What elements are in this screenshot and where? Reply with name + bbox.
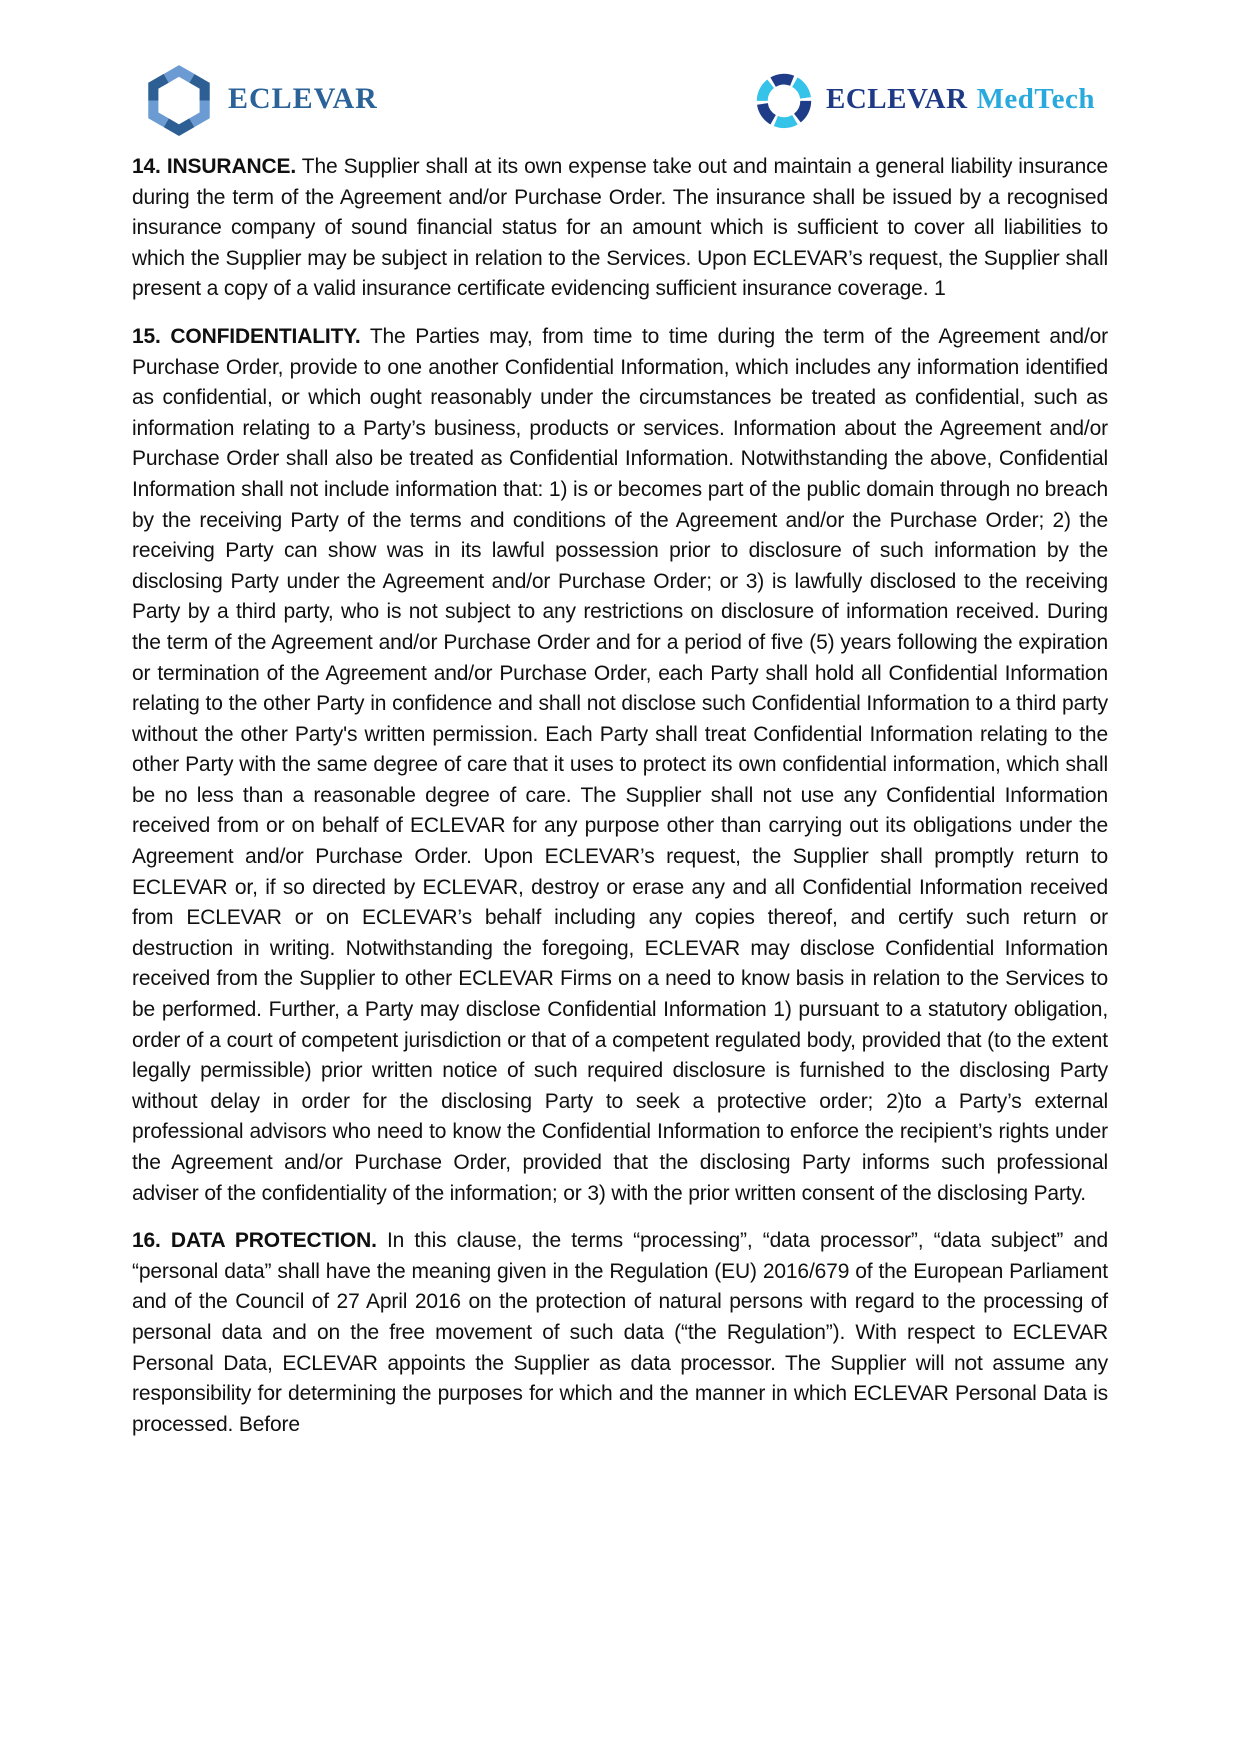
page-header — [138, 60, 1095, 138]
eclevar-medtech-knot-icon — [752, 67, 816, 131]
section-confidentiality — [132, 322, 1108, 1209]
medtech-wordmark-suffix: MedTech — [976, 82, 1095, 115]
eclevar-medtech-logo — [752, 67, 1095, 131]
section-insurance-text: The Supplier shall at its own expense take out and maintain a general liability insurance during the term of the Agreement and/or Purchase Order. The insurance shall be issued by a recognised insurance company of sound financial status for an amount which is sufficient to cover all liabilities to which the Supplier may be subject in relation to the Services. Upon ECLEVAR’s request, the Supplier shall present a copy of a valid insurance certificate evidencing sufficient insurance coverage. 1 — [132, 155, 1108, 301]
section-confidentiality-heading: 15. CONFIDENTIALITY. — [132, 324, 361, 348]
eclevar-hexagon-icon — [138, 60, 220, 138]
section-insurance-heading: 14. INSURANCE. — [132, 155, 297, 178]
section-confidentiality-text: The Parties may, from time to time during the term of the Agreement and/or Purchase Order, provide to one another Confidential Information, which includes any information identified as confidential, or which ought reasonably under the circumstances be treated as confidential, such as information relating to a Party’s business, products or services. Information about the Agreement and/or Purchase Order shall also be treated as Confidential Information. Notwithstanding the above, Confidential Information shall not include information that: 1) is or becomes part of the public domain through no breach by the receiving Party of the terms and conditions of the Agreement and/or the Purchase Order; 2) the receiving Party can show was in its lawful possession prior to disclosure of such information by the disclosing Party under the Agreement and/or Purchase Order; or 3) is lawfully disclosed to the receiving Party by a third party, who is not subject to any restrictions on disclosure of information received. During the term of the Agreement and/or Purchase Order and for a period of five (5) years following the expiration or termination of the Agreement and/or Purchase Order, each Party shall hold all Confidential Information relating to the other Party in confidence and shall not disclose such Confidential Information to a third party without the other Party's written permission. Each Party shall treat Confidential Information relating to the other Party with the same degree of care that it uses to protect its own confidential information, which shall be no less than a reasonable degree of care. The Supplier shall not use any Confidential Information received from or on behalf of ECLEVAR for any purpose other than carrying out its obligations under the Agreement and/or Purchase Order. Upon ECLEVAR’s request, the Supplier shall promptly return to ECLEVAR or, if so directed by ECLEVAR, destroy or erase any and all Confidential Information received from ECLEVAR or on ECLEVAR’s behalf including any copies thereof, and certify such return or destruction in writing. Notwithstanding the foregoing, ECLEVAR may disclose Confidential Information received from the Supplier to other ECLEVAR Firms on a need to know basis in relation to the Services to be performed. Further, a Party may disclose Confidential Information 1) pursuant to a statutory obligation, order of a court of competent jurisdiction or that of a competent regulated body, provided that (to the extent legally permissible) prior written notice of such required disclosure is furnished to the disclosing Party without delay in order for the disclosing Party to seek a protective order; 2)to a Party’s external professional advisors who need to know the Confidential Information to enforce the recipient’s rights under the Agreement and/or Purchase Order, provided that the disclosing Party informs such professional adviser of the confidentiality of the information; or 3) with the prior written consent of the disclosing Party. — [132, 324, 1109, 1205]
document-body — [132, 152, 1108, 1457]
section-data-protection-text: In this clause, the terms “processing”, “data processor”, “data subject” and “personal data” shall have the meaning given in the Regulation (EU) 2016/679 of the European Parliament and of the Council of 27 April 2016 on the protection of natural persons with regard to the processing of personal data and on the free movement of such data (“the Regulation”). With respect to ECLEVAR Personal Data, ECLEVAR appoints the Supplier as data processor. The Supplier will not assume any responsibility for determining the purposes for which and the manner in which ECLEVAR Personal Data is processed. Before — [132, 1229, 1109, 1436]
section-insurance — [132, 152, 1108, 305]
eclevar-medtech-wordmark: ECLEVAR — [826, 82, 968, 115]
eclevar-wordmark: ECLEVAR — [228, 82, 378, 115]
section-data-protection — [132, 1226, 1108, 1440]
section-data-protection-heading: 16. DATA PROTECTION. — [132, 1229, 377, 1253]
eclevar-logo — [138, 60, 378, 138]
